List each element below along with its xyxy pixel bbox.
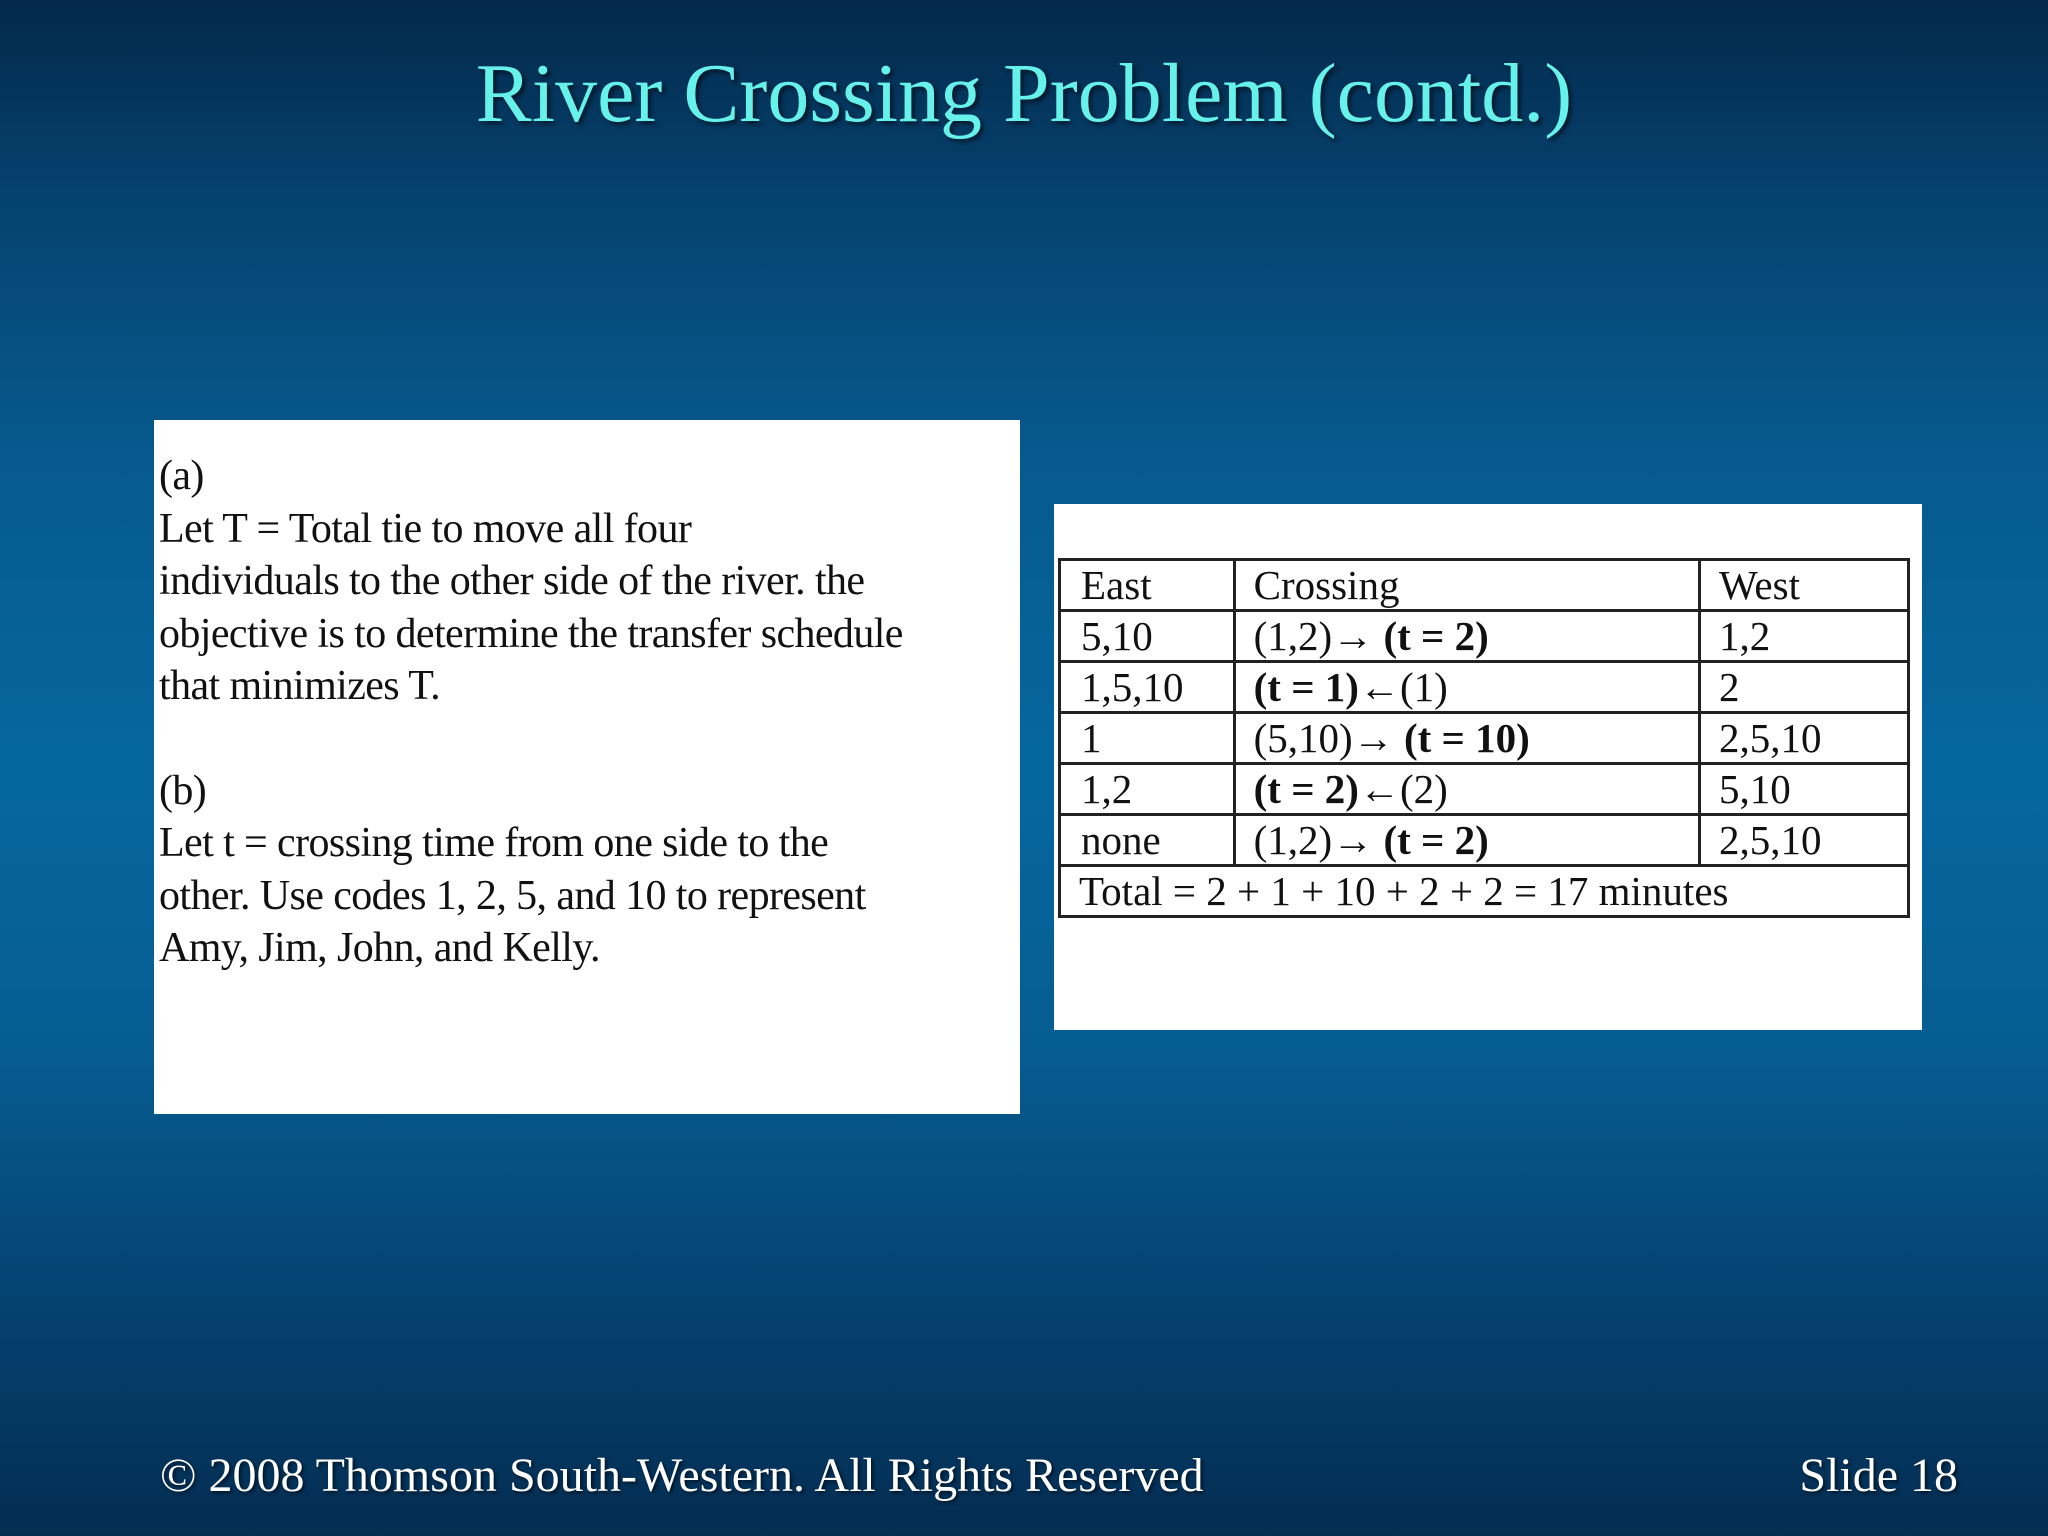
crossing-cell [1234,662,1699,713]
west-cell: 1,2 [1700,611,1909,662]
schedule-panel [1054,504,1922,1030]
slide-number: Slide 18 [1799,1449,1958,1502]
crossing-time: (t = 1) [1253,664,1359,710]
crossing-return: ←(2) [1358,766,1448,812]
problem-statement-panel [154,420,1020,1114]
east-cell: 1,5,10 [1060,662,1235,713]
table-row [1060,662,1909,713]
part-a-label: (a) [159,453,204,499]
part-b-label: (b) [159,767,207,814]
table-header-row [1060,560,1909,611]
crossing-time: (t = 2) [1383,613,1489,659]
part-a-line: that minimizes T. [159,663,441,709]
east-cell: 5,10 [1060,611,1235,662]
west-cell: 5,10 [1700,764,1909,815]
part-a-line: individuals to the other side of the river. the [159,558,865,604]
crossing-move: (1,2)→ [1253,817,1384,863]
east-cell: none [1060,815,1235,866]
part-b-line: Amy, Jim, John, and Kelly. [159,925,600,971]
crossing-move: (5,10)→ [1253,715,1404,761]
crossing-move: (1,2)→ [1253,613,1384,659]
crossing-time: (t = 10) [1403,715,1530,761]
crossing-cell [1234,764,1699,815]
table-total-row [1060,866,1909,917]
header-crossing: Crossing [1234,560,1699,611]
part-a-line: objective is to determine the transfer schedule [159,610,903,657]
crossing-cell [1234,713,1699,764]
header-east: East [1060,560,1235,611]
west-cell: 2 [1700,662,1909,713]
table-row [1060,764,1909,815]
crossing-cell [1234,815,1699,866]
part-b-line: other. Use codes 1, 2, 5, and 10 to represent [159,872,866,919]
paragraph-gap [159,713,1020,765]
table-row [1060,713,1909,764]
crossing-schedule-table [1058,558,1910,918]
copyright-footer: © 2008 Thomson South-Western. All Rights Reserved [160,1449,1204,1502]
crossing-return: ←(1) [1358,664,1448,710]
crossing-cell [1234,611,1699,662]
west-cell: 2,5,10 [1700,815,1909,866]
east-cell: 1,2 [1060,764,1235,815]
east-cell: 1 [1060,713,1235,764]
slide-title: River Crossing Problem (contd.) [475,47,1573,140]
part-b-line: Let t = crossing time from one side to the [159,820,829,866]
header-west: West [1700,560,1909,611]
crossing-time: (t = 2) [1253,766,1359,812]
total-cell: Total = 2 + 1 + 10 + 2 + 2 = 17 minutes [1060,866,1909,917]
table-row [1060,815,1909,866]
crossing-time: (t = 2) [1383,817,1489,863]
table-row [1060,611,1909,662]
west-cell: 2,5,10 [1700,713,1909,764]
part-a-line: Let T = Total tie to move all four [159,505,692,552]
